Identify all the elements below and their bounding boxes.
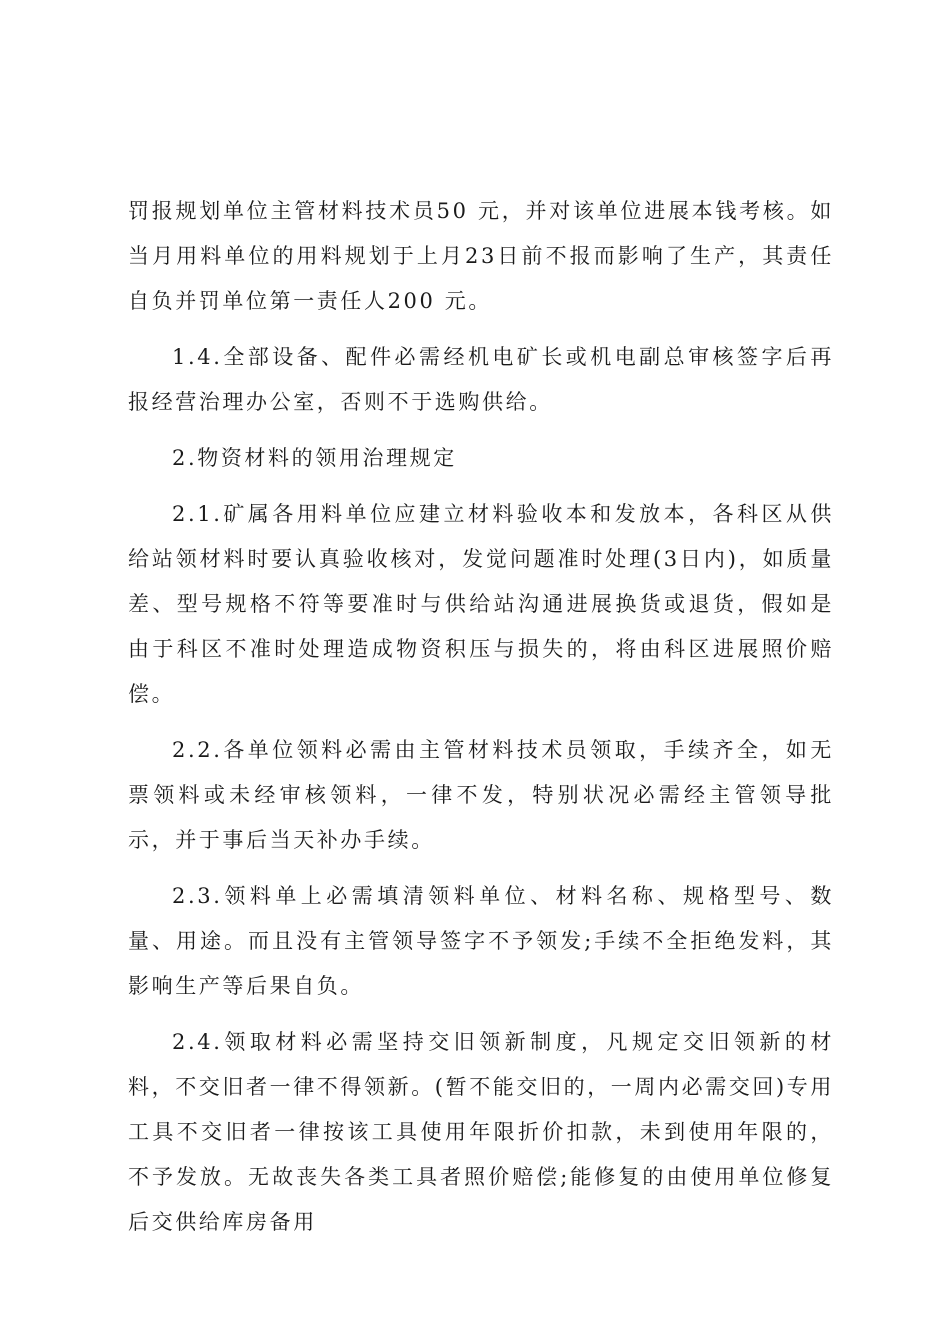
paragraph-2-1: 2.1.矿属各用料单位应建立材料验收本和发放本，各科区从供给站领材料时要认真验收核对，发觉问题准时处理(3日内)，如质量差、型号规格不符等要准时与供给站沟通进展换货或退货，假如是由于科区不准时处理造成物资积压与损失的，将由科区进展照价赔偿。 [128,502,834,706]
paragraph-1: 罚报规划单位主管材料技术员50 元，并对该单位进展本钱考核。如当月用料单位的用料规划于上月23日前不报而影响了生产，其责任自负并罚单位第一责任人200 元。 [128,199,834,313]
paragraph-2-4: 2.4.领取材料必需坚持交旧领新制度，凡规定交旧领新的材料，不交旧者一律不得领新。(暂不能交旧的，一周内必需交回)专用工具不交旧者一律按该工具使用年限折价扣款，未到使用年限的，不予发放。无故丧失各类工具者照价赔偿;能修复的由使用单位修复后交供给库房备用 [128,1030,834,1234]
document-body [128,189,834,1256]
paragraph-2-3: 2.3.领料单上必需填清领料单位、材料名称、规格型号、数量、用途。而且没有主管领导签字不予领发;手续不全拒绝发料，其影响生产等后果自负。 [128,884,834,998]
section-heading-2: 2.物资材料的领用治理规定 [172,446,457,470]
paragraph-2-2: 2.2.各单位领料必需由主管材料技术员领取，手续齐全，如无票领料或未经审核领料，一律不发，特别状况必需经主管领导批示，并于事后当天补办手续。 [128,738,834,852]
paragraph-1-4: 1.4.全部设备、配件必需经机电矿长或机电副总审核签字后再报经营治理办公室，否则不于选购供给。 [128,345,834,414]
